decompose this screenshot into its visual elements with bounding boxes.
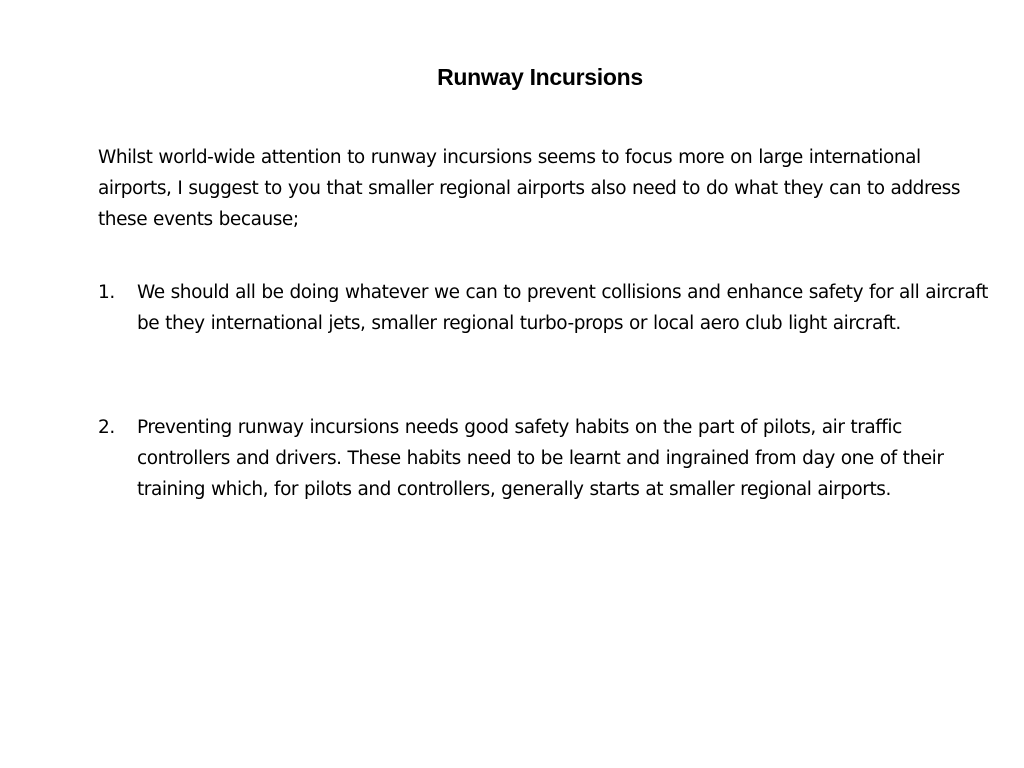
intro-paragraph: Whilst world-wide attention to runway incursions seems to focus more on large international airports, I suggest to you that smaller regional airports also need to do what they can to address these events because; [98, 147, 961, 230]
slide-title: Runway Incursions [437, 64, 643, 90]
list-item-number: 2. [98, 417, 115, 438]
list-item-text: We should all be doing whatever we can to prevent collisions and enhance safety for all aircraft be they international jets, smaller regional turbo-props or local aero club light aircraft. [137, 282, 988, 334]
list-item [98, 277, 988, 339]
list-item-number: 1. [98, 282, 115, 303]
list-item [98, 412, 988, 505]
list-item-text: Preventing runway incursions needs good safety habits on the part of pilots, air traffic controllers and drivers. These habits need to be learnt and ingrained from day one of their training which, for pilots and controllers, generally starts at smaller regional airports. [137, 417, 944, 500]
